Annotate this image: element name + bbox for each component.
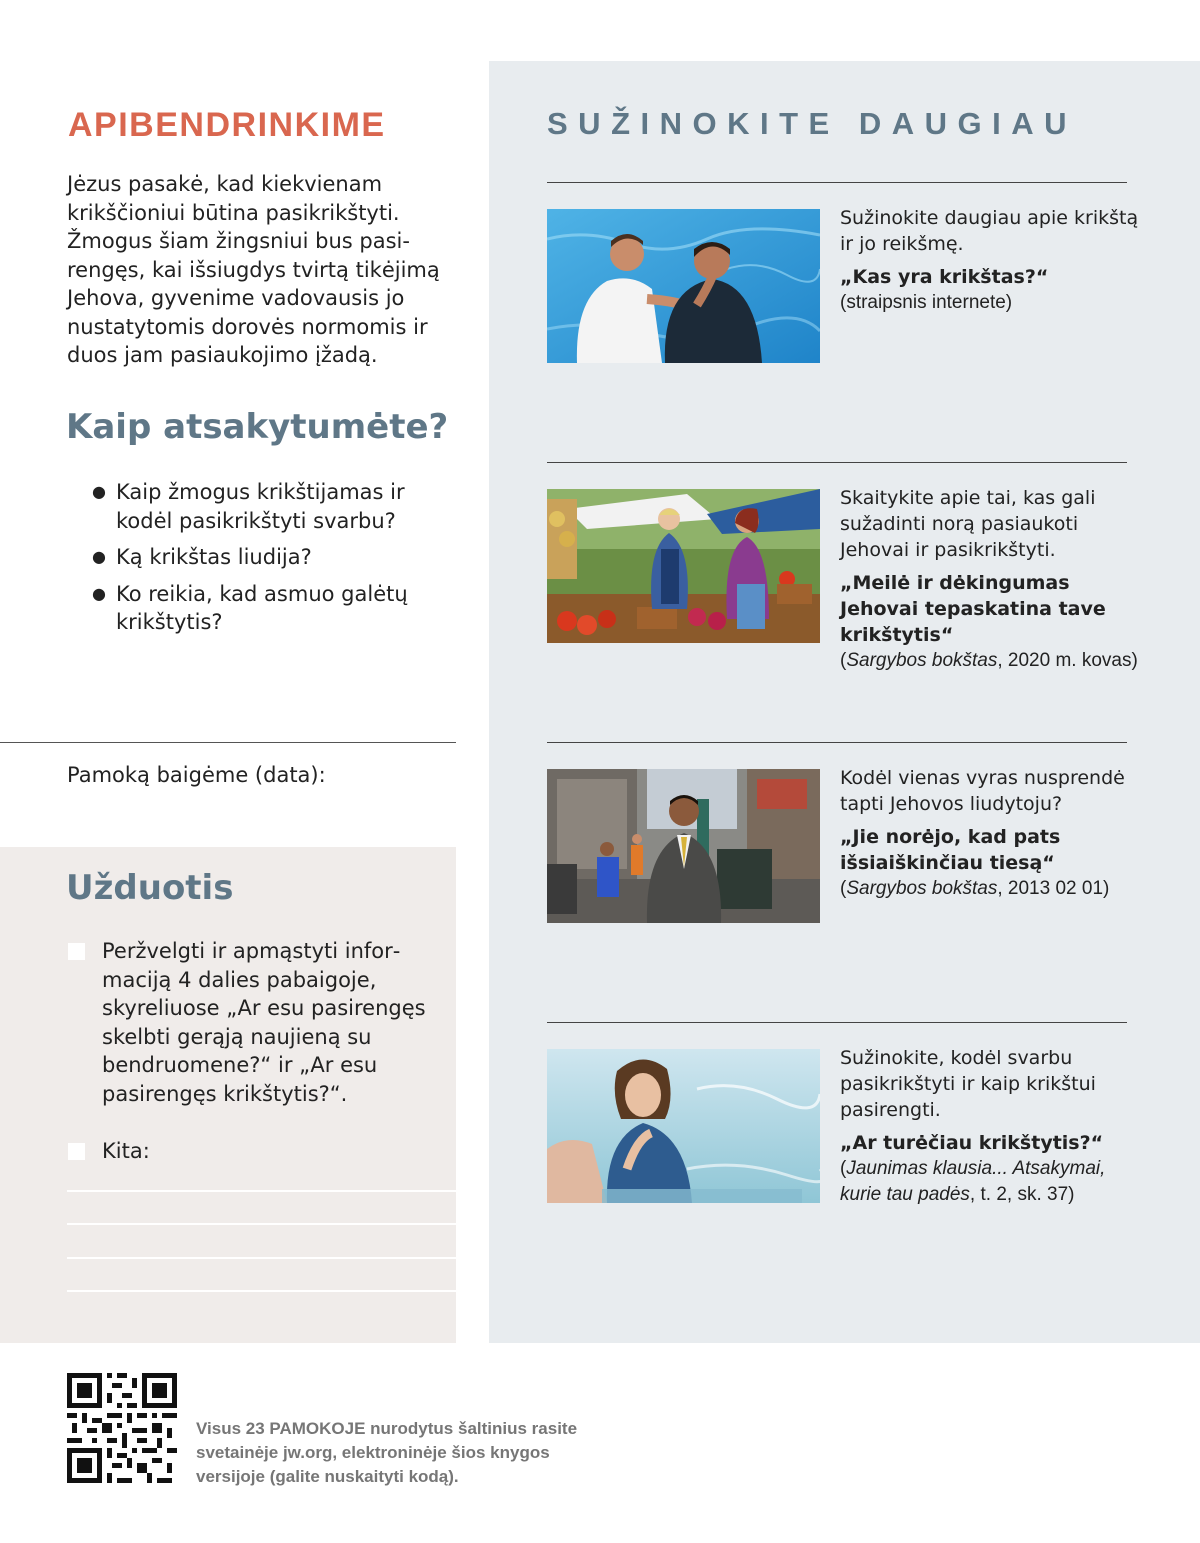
task-item-text: Kita: [102,1139,150,1163]
footer-note: Visus 23 PAMOKOJE nurodytus šaltinius rasite svetainėje jw.org, elektroninėje šios knygos versijoje (galite nuskaityti kodą). [196,1419,578,1486]
reference-title[interactable]: „Meilė ir dėkingumas Jehovai tepaskatina tave krikštytis“ [840,572,1106,646]
question-list [92,478,432,645]
learn-more-heading: SUŽINOKITE DAUGIAU [547,106,1077,141]
write-in-line[interactable] [67,1290,456,1292]
qr-code-icon[interactable] [67,1373,177,1483]
reference-description: Skaitykite apie tai, kas gali sužadinti norą pasiaukoti Jehovai ir pasikrikštyti. [840,487,1096,561]
divider [547,182,1127,183]
question-text: Ką krikštas liudija? [116,545,312,569]
young-woman-baptism-photo [547,1049,820,1203]
reference-entry [840,765,1140,902]
reference-description: Sužinokite daugiau apie krikštą ir jo reikšmę. [840,207,1139,255]
task-item-text: Peržvelgti ir apmąstyti informaciją 4 dalies pabaigoje, skyreliuose „Ar esu pasirengęs skelbti gerąją naujieną su bendruomene?“ ir „Ar esu pasirengęs krikštytis?“. [102,939,426,1106]
reference-entry [840,1045,1140,1208]
city-street-man-photo [547,769,820,923]
checkbox[interactable] [68,1143,85,1160]
reference-title[interactable]: „Ar turėčiau krikštytis?“ [840,1132,1104,1154]
reference-source: (straipsnis internete) [840,292,1013,313]
reference-entry [840,485,1140,674]
write-in-line[interactable] [67,1223,456,1225]
bullet-icon: ● [92,547,106,566]
reference-description: Kodėl vienas vyras nusprendė tapti Jehovos liudytoju? [840,767,1125,815]
farmers-market-photo [547,489,820,643]
question-item [92,580,432,637]
question-item [92,478,432,535]
question-text: Ko reikia, kad asmuo galėtų krikštytis? [116,581,408,634]
reference-title[interactable]: „Jie norėjo, kad pats išsiaiškinčiau tiesą“ [840,826,1061,874]
question-item [92,543,432,572]
divider [0,742,456,743]
reference-source: (Jaunimas klausia... Atsakymai, kurie tau padės, t. 2, sk. 37) [840,1158,1106,1205]
summary-text: Jėzus pasakė, kad kiekvienam krikščioniui būtina pasikrikštyti. Žmogus šiam žingsniui bus pasirengęs, kai išsiugdys tvirtą tikėjimą Jehova, gyvenime vadovausis jo nustatytomis dorovės normomis ir duos jam pasiaukojimo įžadą. [67,172,440,367]
reference-description: Sužinokite, kodėl svarbu pasikrikštyti ir kaip krikštui pasirengti. [840,1047,1096,1121]
write-in-line[interactable] [67,1190,456,1192]
completion-date-label: Pamoką baigėme (data): [67,763,326,787]
reference-entry [840,205,1140,316]
task-heading: Užduotis [66,868,234,908]
write-in-line[interactable] [67,1257,456,1259]
reference-title[interactable]: „Kas yra krikštas?“ [840,266,1049,288]
bullet-icon: ● [92,482,106,501]
checkbox[interactable] [68,943,85,960]
answer-heading: Kaip atsakytumėte? [66,407,449,447]
divider [547,462,1127,463]
task-item [68,937,428,1108]
baptism-pool-photo [547,209,820,363]
divider [547,1022,1127,1023]
bullet-icon: ● [92,583,106,603]
divider [547,742,1127,743]
reference-source: (Sargybos bokštas, 2020 m. kovas) [840,650,1138,671]
question-text: Kaip žmogus krikštijamas ir kodėl pasikrikštyti svarbu? [116,480,405,533]
summary-heading: APIBENDRINKIME [68,106,386,144]
reference-source: (Sargybos bokštas, 2013 02 01) [840,878,1110,899]
task-item-other [68,1137,428,1166]
